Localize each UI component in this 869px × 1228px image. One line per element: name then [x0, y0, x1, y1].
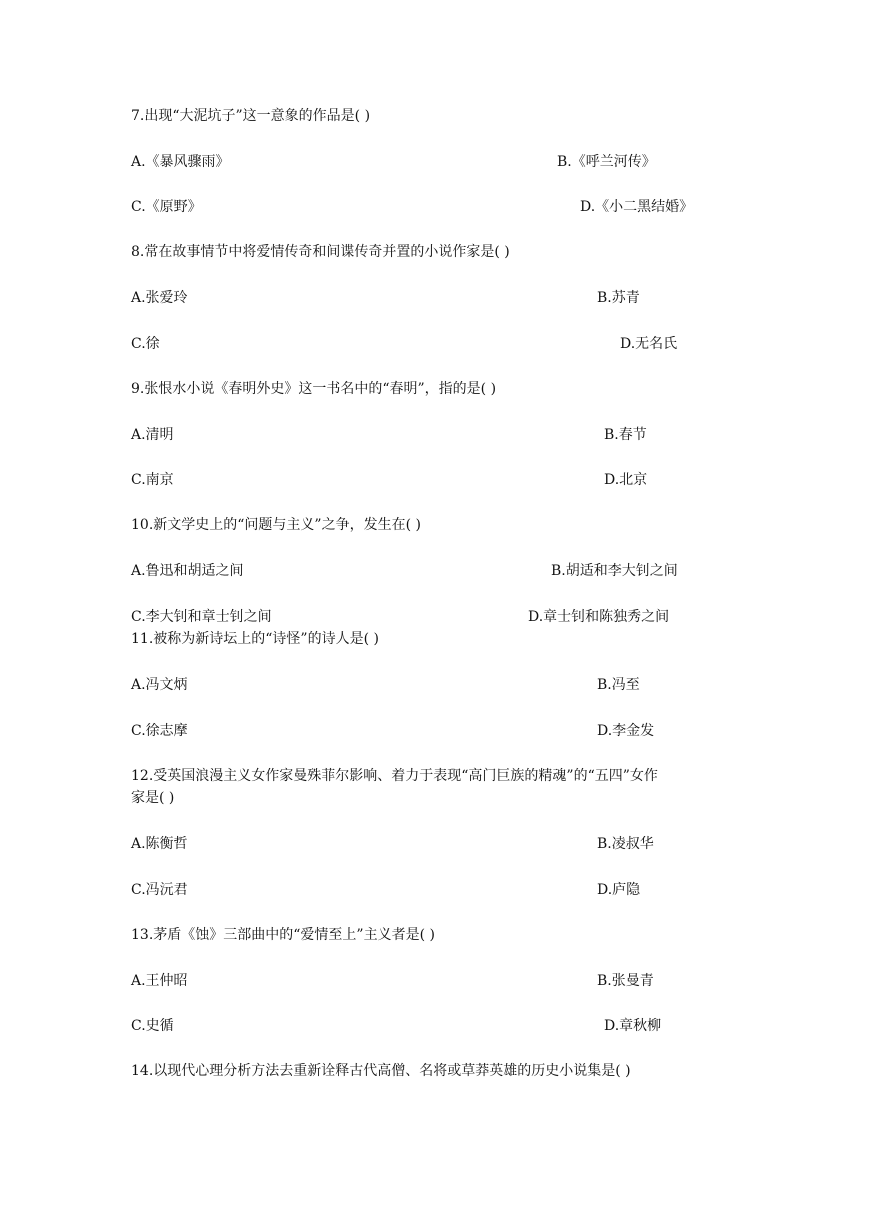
question-9-option-b: B.春节 [604, 427, 647, 443]
question-13-stem: 13.茅盾《蚀》三部曲中的“爱情至上”主义者是( ) [131, 927, 435, 943]
question-11-option-b: B.冯至 [597, 677, 640, 693]
question-12-option-b: B.凌叔华 [597, 836, 654, 852]
question-12-stem-continued: 家是( ) [131, 790, 175, 806]
question-13-option-a: A.王仲昭 [131, 973, 188, 989]
question-11-option-a: A.冯文炳 [131, 677, 188, 693]
question-7-option-d: D.《小二黑结婚》 [580, 199, 694, 215]
question-14-stem: 14.以现代心理分析方法去重新诠释古代高僧、名将或草莽英雄的历史小说集是( ) [131, 1063, 631, 1079]
question-12-option-d: D.庐隐 [597, 882, 641, 898]
question-12-stem: 12.受英国浪漫主义女作家曼殊菲尔影响、着力于表现“高门巨族的精魂”的“五四”女作 [131, 768, 658, 784]
question-8-option-a: A.张爱玲 [131, 290, 188, 306]
question-9-stem: 9.张恨水小说《春明外史》这一书名中的“春明”，指的是( ) [131, 381, 497, 397]
question-13-option-b: B.张曼青 [597, 973, 654, 989]
question-7-option-b: B.《呼兰河传》 [557, 154, 656, 170]
question-11-option-d: D.李金发 [597, 723, 655, 739]
question-13-option-c: C.史循 [131, 1018, 174, 1034]
question-8-option-d: D.无名氏 [620, 336, 678, 352]
question-12-option-a: A.陈衡哲 [131, 836, 188, 852]
question-12-option-c: C.冯沅君 [131, 882, 188, 898]
question-7-stem: 7.出现“大泥坑子”这一意象的作品是( ) [131, 108, 371, 124]
question-7-option-a: A.《暴风骤雨》 [131, 154, 230, 170]
question-10-option-c: C.李大钊和章士钊之间 [131, 609, 272, 625]
question-11-stem: 11.被称为新诗坛上的“诗怪”的诗人是( ) [131, 631, 379, 647]
question-10-stem: 10.新文学史上的“问题与主义”之争，发生在( ) [131, 517, 421, 533]
question-7-option-c: C.《原野》 [131, 199, 202, 215]
question-9-option-c: C.南京 [131, 472, 174, 488]
question-10-option-a: A.鲁迅和胡适之间 [131, 563, 244, 579]
question-10-option-d: D.章士钊和陈独秀之间 [528, 609, 670, 625]
question-10-option-b: B.胡适和李大钊之间 [551, 563, 678, 579]
question-9-option-d: D.北京 [604, 472, 648, 488]
question-8-stem: 8.常在故事情节中将爱情传奇和间谍传奇并置的小说作家是( ) [131, 244, 510, 260]
question-9-option-a: A.清明 [131, 427, 174, 443]
question-8-option-c: C.徐 [131, 336, 160, 352]
question-13-option-d: D.章秋柳 [604, 1018, 662, 1034]
question-8-option-b: B.苏青 [597, 290, 640, 306]
question-11-option-c: C.徐志摩 [131, 723, 188, 739]
